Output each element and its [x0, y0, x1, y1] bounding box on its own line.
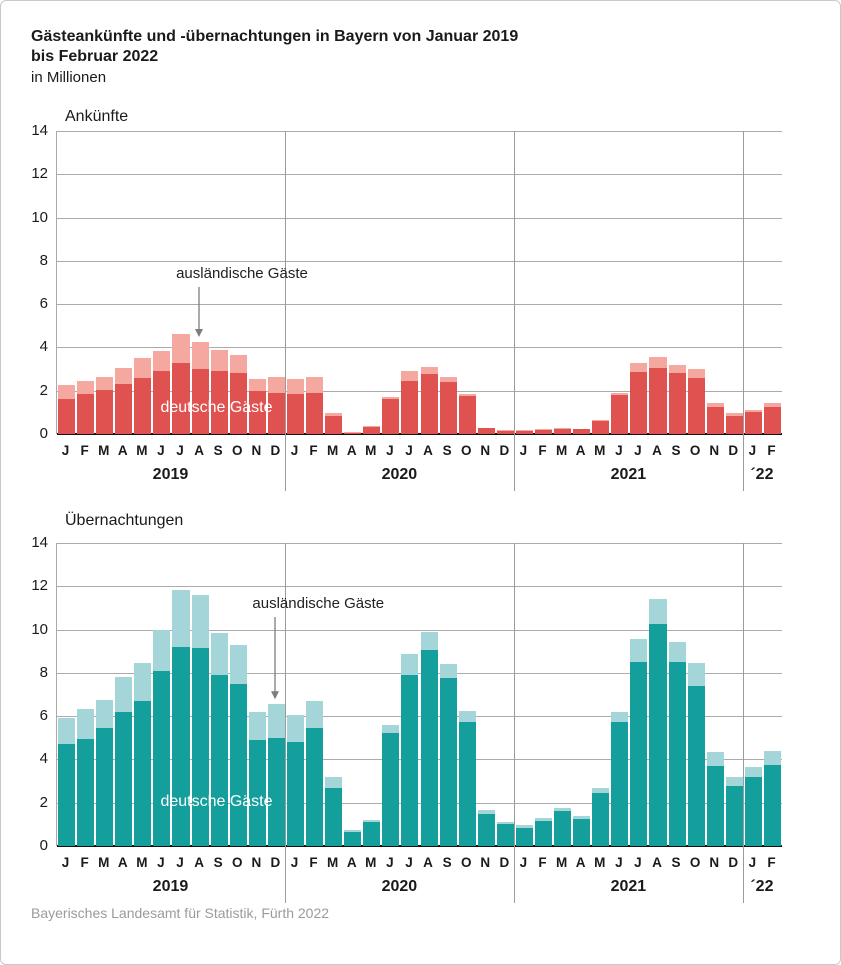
month-label: J — [157, 855, 165, 870]
bar--bernachtungen-2021-06 — [611, 543, 628, 846]
bar-segment-foreign — [249, 712, 266, 740]
bar-segment-domestic — [421, 374, 438, 434]
y-tick-label-14: 14 — [31, 534, 48, 551]
month-label: M — [136, 855, 148, 870]
bar-segment-domestic — [573, 429, 590, 434]
month-label: F — [767, 443, 776, 458]
bar-segment-foreign — [77, 381, 94, 394]
year-label-2019: 2019 — [152, 466, 189, 483]
bar-ank-nfte-2020-03 — [325, 131, 342, 434]
bar-ank-nfte-2019-01 — [58, 131, 75, 434]
bar-segment-foreign — [401, 654, 418, 675]
chart-title--bernachtungen: Übernachtungen — [65, 512, 184, 529]
bar-ank-nfte-2021-03 — [554, 131, 571, 434]
bar-segment-foreign — [287, 715, 304, 742]
y-tick-label-10: 10 — [31, 208, 48, 226]
month-label: M — [98, 855, 110, 870]
month-label: F — [538, 443, 547, 458]
bar-ank-nfte-2019-06 — [153, 131, 170, 434]
bar-ank-nfte-2020-08 — [421, 131, 438, 434]
bar-segment-domestic — [211, 675, 228, 846]
bar-segment-domestic — [134, 701, 151, 846]
month-label: M — [594, 443, 606, 458]
bar-segment-domestic — [306, 728, 323, 846]
month-label: J — [615, 855, 623, 870]
bar-segment-foreign — [764, 751, 781, 765]
bar-segment-domestic — [630, 662, 647, 846]
bar-segment-foreign — [669, 642, 686, 663]
y-tick-label-0: 0 — [39, 837, 48, 854]
bar-segment-domestic — [153, 671, 170, 846]
page-subtitle: in Millionen — [31, 69, 107, 86]
month-label: A — [346, 443, 357, 458]
month-label: M — [327, 855, 339, 870]
page-title-line1: Gästeankünfte und -übernachtungen in Bayern von Januar 2019 — [31, 28, 519, 45]
bar-segment-foreign — [96, 377, 113, 390]
month-label: J — [61, 855, 70, 870]
bar--bernachtungen-2021-09 — [669, 543, 686, 846]
month-label: D — [728, 443, 739, 458]
bar-segment-domestic — [745, 412, 762, 434]
bar--bernachtungen-2020-06 — [382, 543, 399, 846]
bar-segment-domestic — [77, 394, 94, 434]
bar-segment-domestic — [592, 421, 609, 434]
y-tick-label-6: 6 — [39, 295, 48, 313]
y-tick-label-2: 2 — [39, 381, 48, 399]
bar-segment-domestic — [688, 378, 705, 434]
bar--bernachtungen-2021-11 — [707, 543, 724, 846]
bar-segment-domestic — [535, 430, 552, 434]
month-label: M — [555, 443, 568, 458]
bar-segment-domestic — [58, 744, 75, 846]
bar-segment-domestic — [96, 728, 113, 846]
bar-segment-domestic — [230, 684, 247, 846]
month-label: M — [136, 443, 148, 458]
y-tick-label-12: 12 — [31, 165, 48, 183]
year-label--22: ´22 — [750, 466, 774, 483]
bar-segment-foreign — [268, 704, 285, 738]
bar-segment-domestic — [172, 647, 189, 846]
bar--bernachtungen-2020-05 — [363, 543, 380, 846]
bar-segment-foreign — [230, 645, 247, 684]
bar-segment-domestic — [707, 766, 724, 846]
bar--bernachtungen-2020-12 — [497, 543, 514, 846]
month-label: N — [251, 443, 262, 458]
bar-segment-foreign — [649, 357, 666, 368]
bar-segment-foreign — [688, 369, 705, 378]
bar-segment-domestic — [268, 738, 285, 846]
year-label-2021: 2021 — [610, 878, 647, 895]
annotation-arrow-icon — [269, 617, 281, 699]
bar-segment-foreign — [77, 709, 94, 739]
bar-ank-nfte-2020-09 — [440, 131, 457, 434]
month-label: F — [80, 855, 89, 870]
month-label: A — [194, 855, 204, 870]
month-label: O — [689, 855, 701, 870]
month-label: S — [213, 855, 223, 870]
bar--bernachtungen-2021-07 — [630, 543, 647, 846]
month-label: S — [442, 855, 452, 870]
year-label-2020: 2020 — [381, 878, 418, 895]
year-separator — [514, 131, 515, 491]
bar-ank-nfte-2020-11 — [478, 131, 495, 434]
y-tick-label-2: 2 — [39, 793, 48, 811]
month-label: J — [290, 855, 299, 870]
bar-segment-foreign — [230, 355, 247, 373]
bar-segment-foreign — [58, 385, 75, 399]
bar-segment-foreign — [745, 767, 762, 777]
bar-ank-nfte-2021-06 — [611, 131, 628, 434]
bar-ank-nfte-2020-07 — [401, 131, 418, 434]
bar--bernachtungen-2022-01 — [745, 543, 762, 846]
series-label-domestic--bernachtungen: deutsche Gäste — [160, 793, 273, 810]
bar-segment-domestic — [363, 427, 380, 434]
bar--bernachtungen-2021-08 — [649, 543, 666, 846]
bar-segment-foreign — [669, 365, 686, 374]
month-label: J — [386, 443, 394, 458]
month-label: D — [499, 855, 510, 870]
month-label: J — [386, 855, 394, 870]
bar-ank-nfte-2022-02 — [764, 131, 781, 434]
bar-ank-nfte-2019-02 — [77, 131, 94, 434]
month-label: D — [499, 443, 510, 458]
month-label: M — [327, 443, 339, 458]
year-label-2019: 2019 — [152, 878, 189, 895]
month-label: A — [575, 443, 586, 458]
bar-segment-foreign — [287, 379, 304, 394]
bar-segment-foreign — [192, 595, 209, 648]
bar-segment-foreign — [459, 711, 476, 722]
month-label: J — [519, 855, 528, 870]
bar-segment-domestic — [344, 832, 361, 846]
bar-segment-foreign — [96, 700, 113, 728]
bar--bernachtungen-2021-10 — [688, 543, 705, 846]
month-label: S — [442, 443, 452, 458]
month-label: N — [480, 443, 491, 458]
bar-ank-nfte-2021-10 — [688, 131, 705, 434]
month-label: M — [594, 855, 606, 870]
year-label--22: ´22 — [750, 878, 774, 895]
bar-segment-foreign — [192, 342, 209, 369]
bar--bernachtungen-2021-03 — [554, 543, 571, 846]
month-label: A — [117, 443, 128, 458]
bar-segment-domestic — [459, 722, 476, 846]
month-label: J — [634, 855, 642, 870]
bar-segment-domestic — [440, 678, 457, 846]
bar-ank-nfte-2020-10 — [459, 131, 476, 434]
bar-segment-domestic — [516, 828, 533, 846]
month-label: F — [309, 855, 318, 870]
month-label: J — [405, 443, 413, 458]
bar-segment-foreign — [172, 334, 189, 362]
bar-ank-nfte-2019-04 — [115, 131, 132, 434]
month-label: A — [423, 855, 433, 870]
bar-segment-domestic — [573, 819, 590, 846]
bar-segment-foreign — [115, 677, 132, 712]
page-title-line2: bis Februar 2022 — [31, 48, 159, 65]
bar-segment-foreign — [688, 663, 705, 686]
month-label: J — [157, 443, 165, 458]
bar-ank-nfte-2019-03 — [96, 131, 113, 434]
month-label: F — [767, 855, 776, 870]
month-label: A — [575, 855, 586, 870]
month-label: A — [117, 855, 128, 870]
bar-ank-nfte-2019-11 — [249, 131, 266, 434]
month-label: A — [194, 443, 204, 458]
y-tick-label-4: 4 — [39, 750, 48, 768]
bar-segment-domestic — [325, 788, 342, 846]
bar-segment-domestic — [669, 373, 686, 434]
bar-ank-nfte-2022-01 — [745, 131, 762, 434]
y-tick-label-14: 14 — [31, 122, 48, 139]
month-label: J — [61, 443, 70, 458]
bar-segment-domestic — [649, 624, 666, 846]
month-label: J — [748, 855, 757, 870]
bar-ank-nfte-2020-06 — [382, 131, 399, 434]
bar-segment-domestic — [688, 686, 705, 846]
bar-segment-domestic — [497, 824, 514, 846]
annotation-label-foreign--bernachtungen: ausländische Gäste — [252, 595, 385, 612]
bar--bernachtungen-2020-08 — [421, 543, 438, 846]
month-label: S — [671, 443, 681, 458]
year-label-2021: 2021 — [610, 466, 647, 483]
month-label: F — [309, 443, 318, 458]
bar-segment-foreign — [249, 379, 266, 391]
bar-ank-nfte-2019-05 — [134, 131, 151, 434]
bar-ank-nfte-2021-09 — [669, 131, 686, 434]
bar-segment-foreign — [134, 358, 151, 377]
bar-ank-nfte-2020-12 — [497, 131, 514, 434]
bar-segment-domestic — [726, 786, 743, 846]
month-label: F — [538, 855, 547, 870]
month-label: O — [689, 443, 701, 458]
bar--bernachtungen-2021-04 — [573, 543, 590, 846]
source-caption: Bayerisches Landesamt für Statistik, Fürth 2022 — [31, 905, 330, 921]
bar-segment-foreign — [726, 777, 743, 787]
month-label: J — [405, 855, 413, 870]
month-label: M — [365, 443, 377, 458]
bar-segment-domestic — [325, 416, 342, 434]
bar-segment-domestic — [745, 777, 762, 846]
bar-segment-domestic — [764, 407, 781, 434]
bar-segment-domestic — [611, 722, 628, 846]
month-label: S — [213, 443, 223, 458]
month-label: N — [251, 855, 262, 870]
bar-segment-domestic — [58, 399, 75, 434]
month-label: O — [460, 855, 472, 870]
bar-segment-domestic — [96, 390, 113, 434]
bar-segment-domestic — [764, 765, 781, 846]
y-tick-label-12: 12 — [31, 577, 48, 595]
bar-ank-nfte-2021-04 — [573, 131, 590, 434]
month-label: M — [555, 855, 568, 870]
bar-segment-domestic — [478, 428, 495, 434]
bar-ank-nfte-2021-12 — [726, 131, 743, 434]
month-label: M — [365, 855, 377, 870]
year-separator — [514, 543, 515, 903]
month-label: N — [709, 855, 720, 870]
bar-ank-nfte-2019-09 — [211, 131, 228, 434]
bar-segment-foreign — [630, 639, 647, 662]
bar-segment-domestic — [478, 814, 495, 846]
bar--bernachtungen-2021-12 — [726, 543, 743, 846]
bar-segment-foreign — [115, 368, 132, 384]
bar-segment-foreign — [707, 752, 724, 766]
bar--bernachtungen-2020-04 — [344, 543, 361, 846]
bar-segment-domestic — [115, 712, 132, 846]
bar--bernachtungen-2021-02 — [535, 543, 552, 846]
bar--bernachtungen-2019-01 — [58, 543, 75, 846]
bar-segment-foreign — [172, 590, 189, 647]
month-label: J — [748, 443, 757, 458]
month-label: A — [346, 855, 357, 870]
bar-segment-domestic — [192, 648, 209, 846]
month-label: J — [615, 443, 623, 458]
bar-segment-domestic — [707, 407, 724, 434]
bar-segment-domestic — [382, 399, 399, 434]
bar--bernachtungen-2020-11 — [478, 543, 495, 846]
bar-ank-nfte-2021-01 — [516, 131, 533, 434]
month-label: F — [80, 443, 89, 458]
year-label-2020: 2020 — [381, 466, 418, 483]
bar--bernachtungen-2022-02 — [764, 543, 781, 846]
bar-segment-domestic — [630, 372, 647, 434]
bar-ank-nfte-2021-07 — [630, 131, 647, 434]
bar-segment-foreign — [211, 633, 228, 675]
month-label: N — [709, 443, 720, 458]
bar-segment-domestic — [726, 416, 743, 434]
bar-segment-domestic — [649, 368, 666, 434]
bar-segment-domestic — [401, 381, 418, 434]
bar-segment-foreign — [325, 777, 342, 788]
bar-ank-nfte-2020-02 — [306, 131, 323, 434]
bar--bernachtungen-2019-03 — [96, 543, 113, 846]
month-label: J — [519, 443, 528, 458]
y-tick-label-6: 6 — [39, 707, 48, 725]
bar-ank-nfte-2021-08 — [649, 131, 666, 434]
bar-segment-foreign — [153, 630, 170, 671]
month-label: A — [652, 443, 662, 458]
bar-segment-foreign — [58, 718, 75, 744]
bar-segment-domestic — [669, 662, 686, 846]
bar-segment-domestic — [592, 793, 609, 846]
month-label: O — [460, 443, 472, 458]
month-label: J — [176, 443, 184, 458]
plot-ank-nfte — [56, 131, 782, 434]
bar-ank-nfte-2020-05 — [363, 131, 380, 434]
bar-segment-domestic — [497, 431, 514, 434]
bar-segment-foreign — [306, 377, 323, 393]
bar-ank-nfte-2020-01 — [287, 131, 304, 434]
month-label: O — [231, 855, 243, 870]
month-label: D — [270, 855, 281, 870]
month-label: D — [728, 855, 739, 870]
bar--bernachtungen-2019-02 — [77, 543, 94, 846]
bar--bernachtungen-2020-07 — [401, 543, 418, 846]
bar-ank-nfte-2020-04 — [344, 131, 361, 434]
bar-segment-foreign — [382, 725, 399, 734]
month-label: O — [231, 443, 243, 458]
bar--bernachtungen-2021-05 — [592, 543, 609, 846]
bar-segment-foreign — [649, 599, 666, 624]
bar-ank-nfte-2019-10 — [230, 131, 247, 434]
bar-segment-domestic — [421, 650, 438, 846]
y-tick-label-0: 0 — [39, 425, 48, 442]
bar-segment-domestic — [611, 395, 628, 434]
year-separator — [743, 543, 744, 903]
bar-segment-foreign — [211, 350, 228, 372]
bar-segment-foreign — [611, 712, 628, 722]
month-label: J — [290, 443, 299, 458]
bar-segment-domestic — [535, 821, 552, 846]
bar-segment-domestic — [382, 733, 399, 846]
y-tick-label-10: 10 — [31, 620, 48, 638]
bar--bernachtungen-2020-10 — [459, 543, 476, 846]
bar-segment-domestic — [459, 396, 476, 434]
bar-segment-domestic — [363, 822, 380, 846]
bar-ank-nfte-2021-11 — [707, 131, 724, 434]
month-label: N — [480, 855, 491, 870]
bar-segment-domestic — [440, 382, 457, 434]
bar-ank-nfte-2019-07 — [172, 131, 189, 434]
month-label: A — [423, 443, 433, 458]
bar-segment-foreign — [401, 371, 418, 381]
bar--bernachtungen-2020-09 — [440, 543, 457, 846]
year-separator — [743, 131, 744, 491]
bar-segment-foreign — [630, 363, 647, 373]
bar-ank-nfte-2019-12 — [268, 131, 285, 434]
bar-segment-foreign — [421, 367, 438, 375]
bar-segment-foreign — [153, 351, 170, 372]
year-separator — [285, 131, 286, 491]
bar--bernachtungen-2020-03 — [325, 543, 342, 846]
bar-segment-foreign — [134, 663, 151, 701]
bar-segment-foreign — [306, 701, 323, 728]
bar-segment-foreign — [440, 664, 457, 678]
chart-title-ank-nfte: Ankünfte — [65, 108, 129, 125]
bar-segment-domestic — [554, 811, 571, 846]
bar-segment-foreign — [421, 632, 438, 650]
month-label: M — [98, 443, 110, 458]
bar-ank-nfte-2019-08 — [192, 131, 209, 434]
month-label: J — [176, 855, 184, 870]
bar-segment-domestic — [401, 675, 418, 846]
series-label-domestic-ank-nfte: deutsche Gäste — [160, 399, 273, 416]
bar-segment-domestic — [554, 429, 571, 434]
y-tick-label-8: 8 — [39, 251, 48, 269]
month-label: A — [652, 855, 662, 870]
bar-segment-domestic — [344, 433, 361, 435]
month-label: S — [671, 855, 681, 870]
bar-segment-domestic — [516, 431, 533, 434]
month-label: D — [270, 443, 281, 458]
bar-ank-nfte-2021-02 — [535, 131, 552, 434]
y-tick-label-4: 4 — [39, 338, 48, 356]
bar-segment-foreign — [268, 377, 285, 393]
bar-segment-domestic — [77, 739, 94, 846]
annotation-arrow-icon — [193, 287, 205, 337]
month-label: J — [634, 443, 642, 458]
bar-ank-nfte-2021-05 — [592, 131, 609, 434]
annotation-label-foreign-ank-nfte: ausländische Gäste — [176, 265, 308, 282]
bar--bernachtungen-2021-01 — [516, 543, 533, 846]
y-tick-label-8: 8 — [39, 663, 48, 681]
